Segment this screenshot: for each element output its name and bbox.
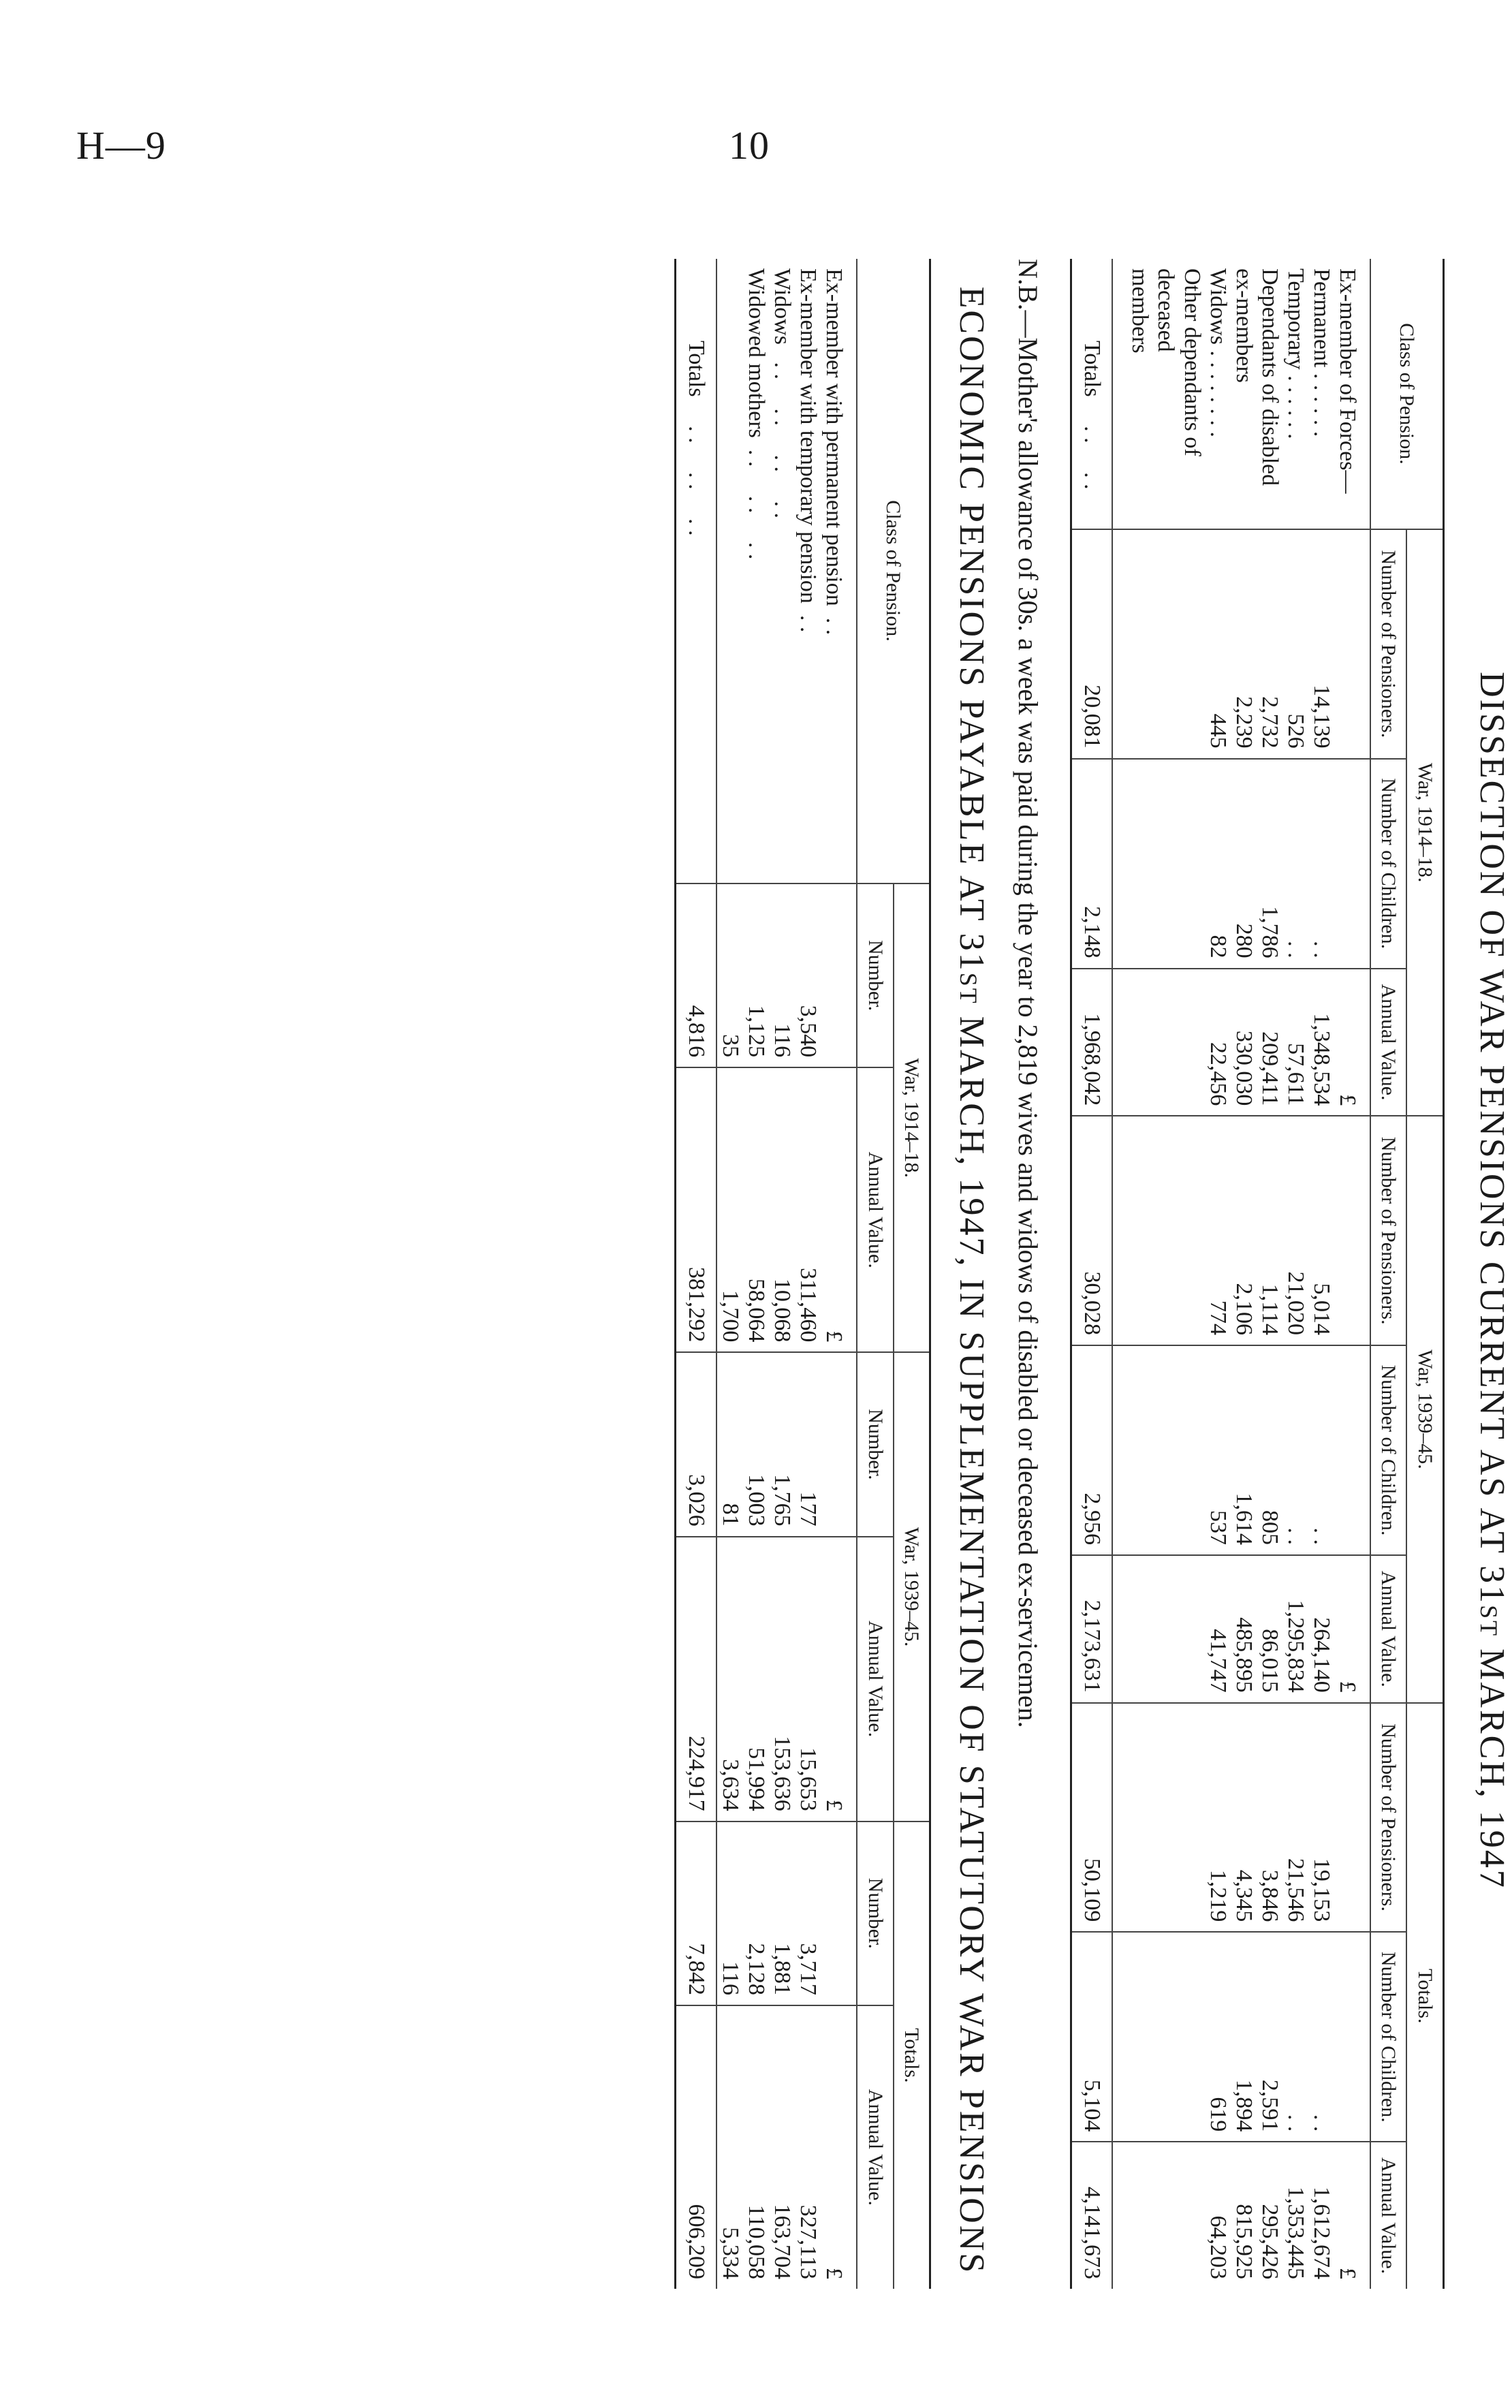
- sub-header-value: Annual Value.: [857, 1537, 894, 1821]
- totals-all-number: 7,842: [675, 1821, 716, 2005]
- economic-pensions-table: [674, 259, 931, 2289]
- sub-header-pensioners: Number of Pensioners.: [1370, 1116, 1407, 1345]
- ww2-annual-value: £ 264,140 1,295,834 86,015 485,895 41,747: [1112, 1555, 1370, 1703]
- ww2-annual-value: £ 15,653 153,636 51,994 3,634: [716, 1537, 857, 1821]
- ww1-pensioners: 14,139 526 2,732 2,239 445: [1112, 529, 1370, 759]
- ww1-annual-value: £ 1,348,534 57,611 209,411 330,030 22,456: [1112, 969, 1370, 1116]
- ww2-number: 177 1,765 1,003 81: [716, 1352, 857, 1536]
- table2-title: ECONOMIC PENSIONS PAYABLE AT 31ST MARCH, 1947, IN SUPPLEMENTATION OF STATUTORY WAR PENSIONS: [952, 286, 992, 2275]
- sub-header-pensioners: Number of Pensioners.: [1370, 529, 1407, 759]
- sub-header-children: Number of Children.: [1370, 759, 1407, 969]
- sub-header-value: Annual Value.: [857, 2005, 894, 2289]
- ww2-children: . . . . 805 1,614 537: [1112, 1345, 1370, 1555]
- group-header-ww1: War, 1914–18.: [894, 884, 930, 1352]
- rotated-content: [232, 218, 1512, 2343]
- totals-ww1-value: 1,968,042: [1071, 969, 1113, 1116]
- sub-header-children: Number of Children.: [1370, 1932, 1407, 2142]
- sub-header-pensioners: Number of Pensioners.: [1370, 1703, 1407, 1933]
- totals-ww1-children: 2,148: [1071, 759, 1113, 969]
- page-number: 10: [729, 123, 770, 168]
- sub-header-children: Number of Children.: [1370, 1345, 1407, 1555]
- totals-all-value: 606,209: [675, 2005, 716, 2289]
- sub-header-value: Annual Value.: [857, 1067, 894, 1352]
- class-labels: Ex-member with permanent pension . . Ex-member with temporary pension . . Widows . . . . . . . . Widowed mothers . . . . . .: [743, 268, 847, 636]
- totals-all-children: 5,104: [1071, 1932, 1113, 2142]
- totals-label: Totals . . . .: [1071, 259, 1113, 529]
- totals-ww2-value: 224,917: [675, 1537, 716, 1821]
- table1-title: DISSECTION OF WAR PENSIONS CURRENT AS AT 31ST MARCH, 1947: [1472, 672, 1511, 1890]
- totals-all-pensioners: 50,109: [1071, 1703, 1113, 1933]
- group-header-ww1: War, 1914–18.: [1407, 529, 1444, 1116]
- group-header-totals: Totals.: [1407, 1703, 1444, 2289]
- group-header-totals: Totals.: [894, 1821, 930, 2289]
- sub-header-value: Annual Value.: [1370, 1555, 1407, 1703]
- group-header-ww2: War, 1939–45.: [894, 1352, 930, 1821]
- totals-ww1-number: 4,816: [675, 884, 716, 1067]
- total-number: 3,717 1,881 2,128 116: [716, 1821, 857, 2005]
- total-annual-value: £ 327,113 163,704 110,058 5,334: [716, 2005, 857, 2289]
- class-labels: Ex-member of Forces— Permanent . . . . . . Temporary . . . . . . Dependants of disabled ex-members Widows . . . . . . . . Other dependants of deceased members: [1127, 268, 1360, 494]
- total-pensioners: 19,153 21,546 3,846 4,345 1,219: [1112, 1703, 1370, 1933]
- sub-header-number: Number.: [857, 884, 894, 1067]
- group-header-ww2: War, 1939–45.: [1407, 1116, 1444, 1702]
- totals-all-value: 4,141,673: [1071, 2142, 1113, 2289]
- totals-ww2-pensioners: 30,028: [1071, 1116, 1113, 1345]
- footnote: N.B.—Mother's allowance of 30s. a week was paid during the year to 2,819 wives and widows of disabled or deceased ex-servicemen.: [1013, 259, 1044, 1728]
- totals-ww2-value: 2,173,631: [1071, 1555, 1113, 1703]
- totals-ww2-children: 2,956: [1071, 1345, 1113, 1555]
- totals-ww1-pensioners: 20,081: [1071, 529, 1113, 759]
- totals-label: Totals . . . . . .: [675, 259, 716, 884]
- class-header: Class of Pension.: [1396, 323, 1419, 465]
- sub-header-value: Annual Value.: [1370, 969, 1407, 1116]
- total-children: . . . . 2,591 1,894 619: [1112, 1932, 1370, 2142]
- sub-header-number: Number.: [857, 1821, 894, 2005]
- class-header: Class of Pension.: [882, 500, 905, 642]
- totals-ww1-value: 381,292: [675, 1067, 716, 1352]
- totals-ww2-number: 3,026: [675, 1352, 716, 1536]
- ww1-children: . . . . 1,786 280 82: [1112, 759, 1370, 969]
- total-annual-value: £ 1,612,674 1,353,445 295,426 815,925 64,203: [1112, 2142, 1370, 2289]
- war-pensions-table: [1070, 259, 1445, 2289]
- sub-header-number: Number.: [857, 1352, 894, 1536]
- sub-header-value: Annual Value.: [1370, 2142, 1407, 2289]
- page-code: H—9: [76, 123, 166, 168]
- ww1-annual-value: £ 311,460 10,068 58,064 1,700: [716, 1067, 857, 1352]
- ww1-number: 3,540 116 1,125 35: [716, 884, 857, 1067]
- ww2-pensioners: 5,014 21,020 1,114 2,106 774: [1112, 1116, 1370, 1345]
